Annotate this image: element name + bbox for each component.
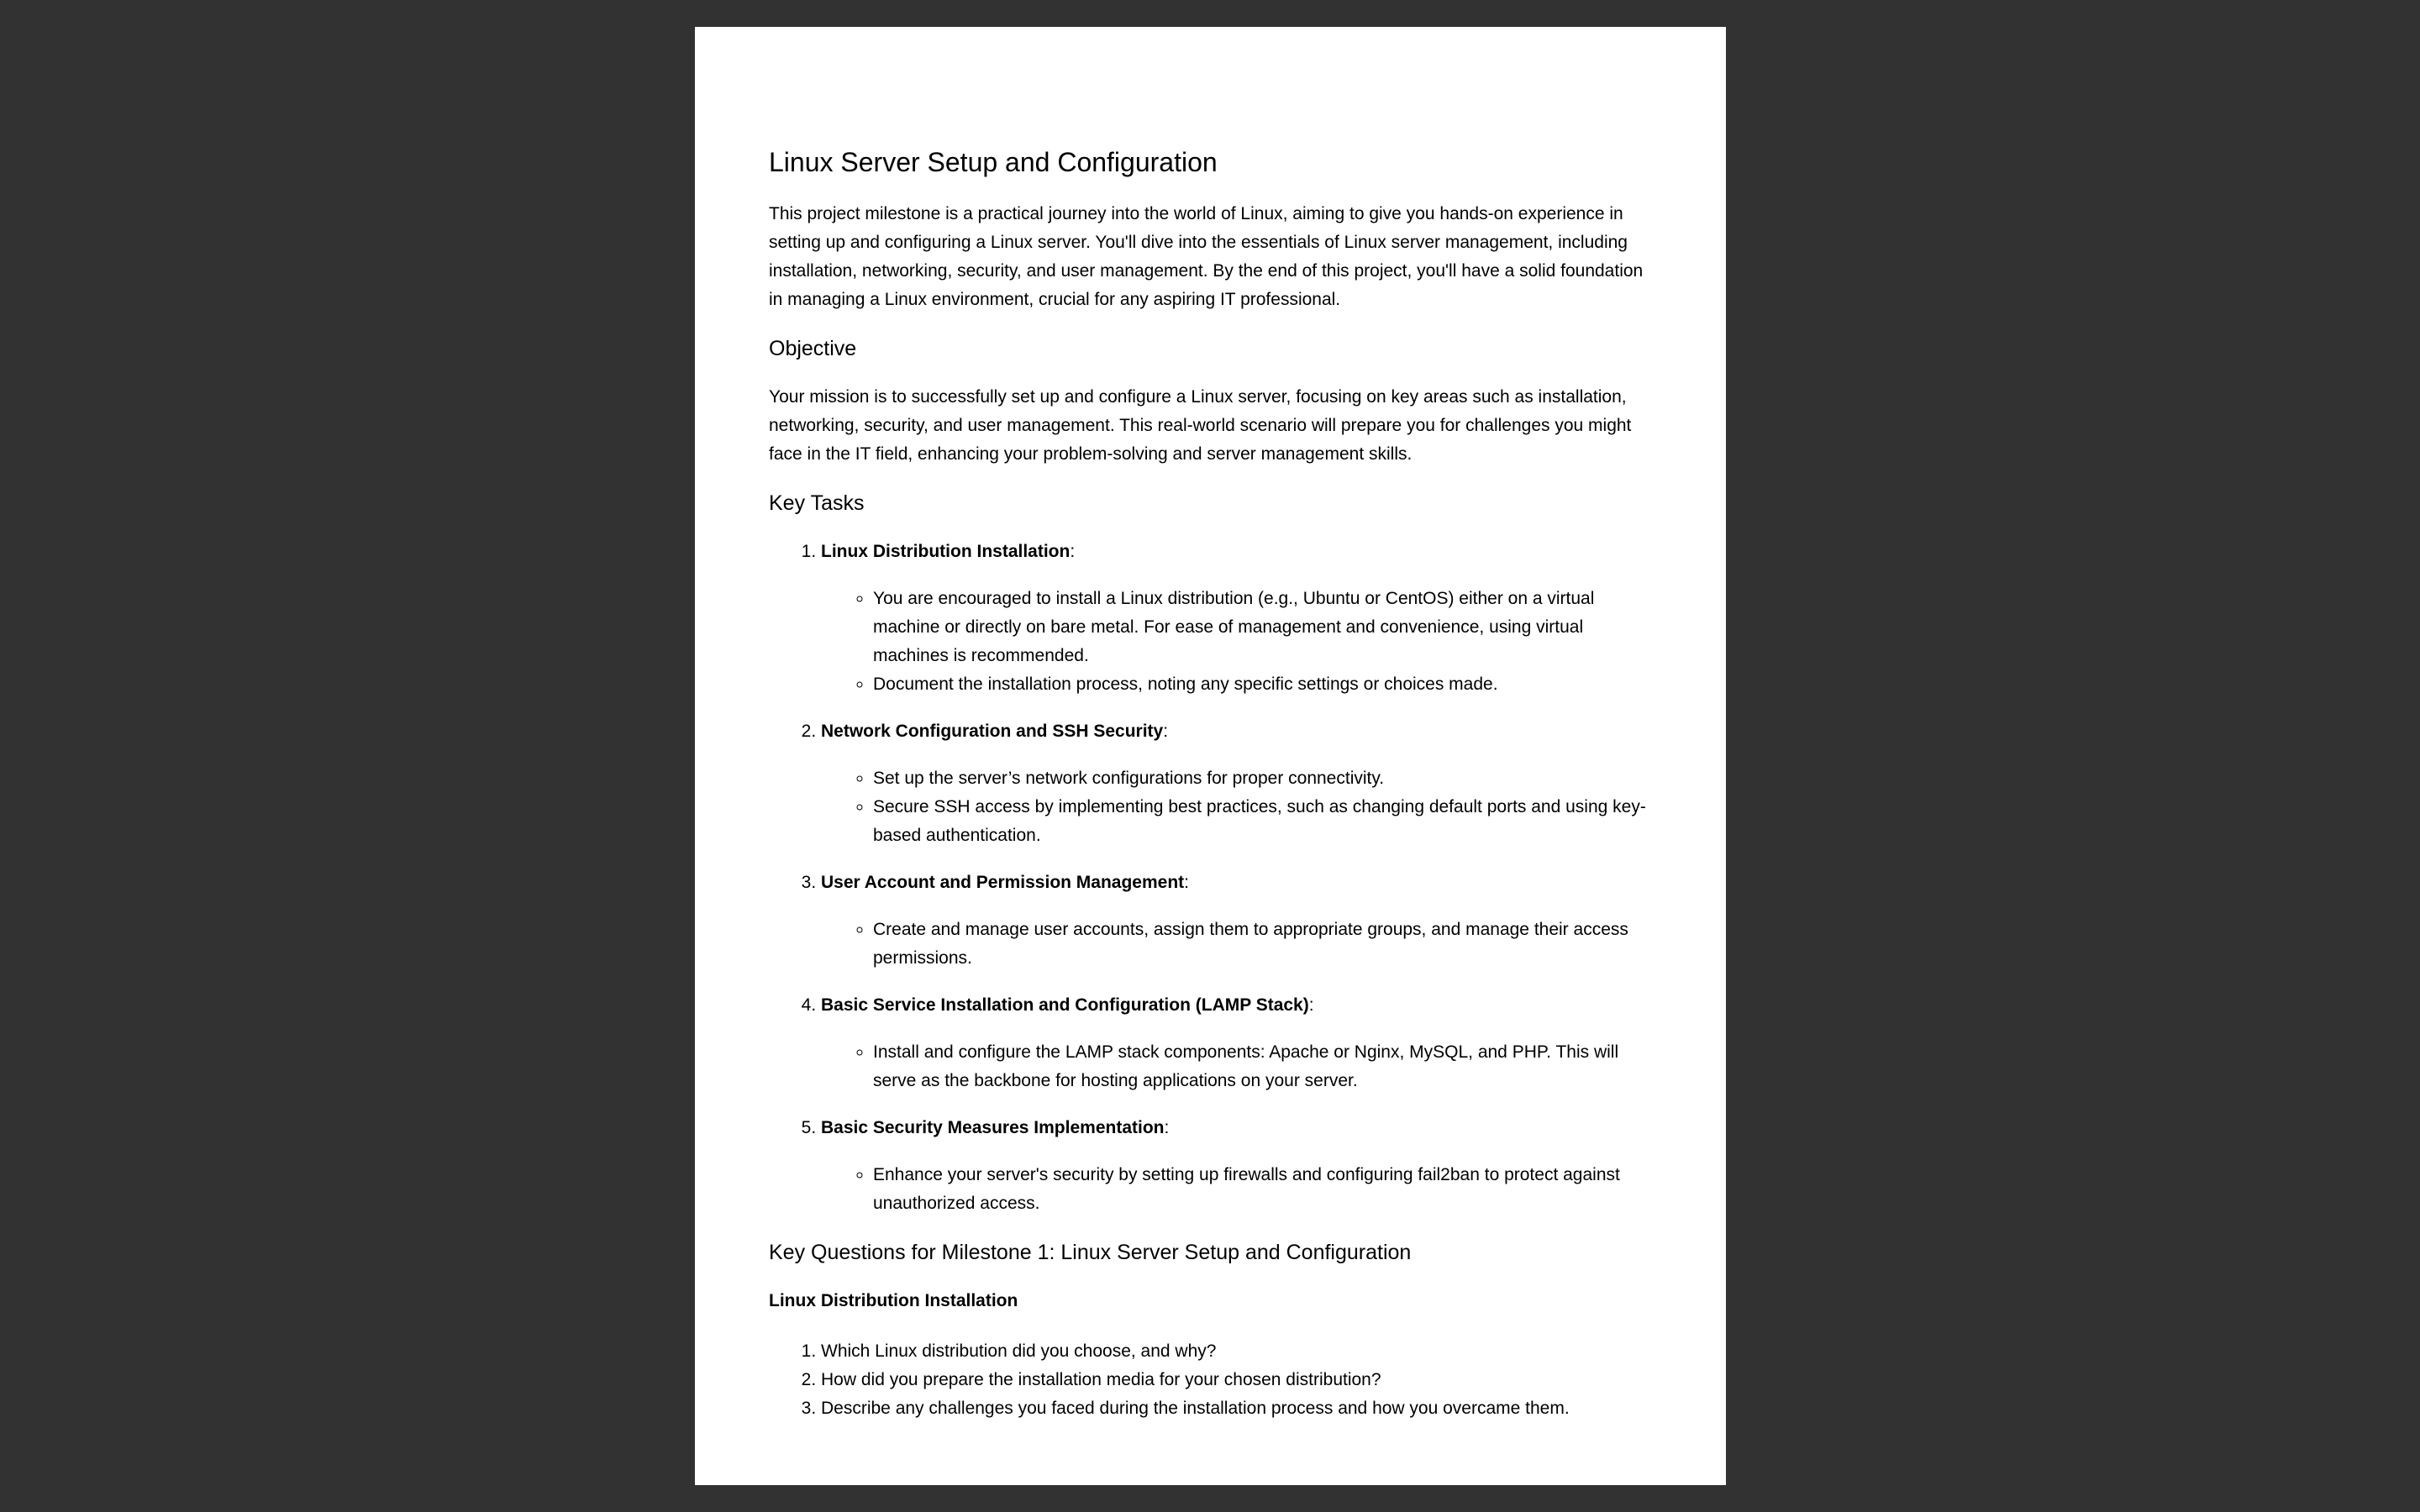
task-title: Basic Service Installation and Configuration (LAMP Stack) [821, 995, 1309, 1016]
task-item [821, 538, 1652, 699]
questions-list [769, 1337, 1652, 1423]
task-heading: 4. Basic Service Installation and Configuration (LAMP Stack): [821, 995, 1314, 1016]
task-item [821, 991, 1652, 1095]
objective-paragraph: Your mission is to successfully set up and configure a Linux server, focusing on key areas such as installation, networking, security, and user management. This real-world scenario will prepare you for challenges you might face in the IT field, enhancing your problem-solving and server management skills. [769, 387, 1632, 465]
key-questions-heading: Key Questions for Milestone 1: Linux Server Setup and Configuration [769, 1241, 1412, 1265]
task-title: Linux Distribution Installation [821, 542, 1071, 562]
document-title: Linux Server Setup and Configuration [769, 147, 1218, 177]
task-heading: 2. Network Configuration and SSH Security: [821, 722, 1169, 742]
task-subitems [821, 1161, 1652, 1218]
intro-paragraph: This project milestone is a practical journey into the world of Linux, aiming to give you hands-on experience in setting up and configuring a Linux server. You'll dive into the essentials of Linux server management, including installation, networking, security, and user management. By the end of this project, you'll have a solid foundation in managing a Linux environment, crucial for any aspiring IT professional. [769, 204, 1644, 310]
task-item [821, 717, 1652, 850]
task-title: Network Configuration and SSH Security [821, 722, 1164, 742]
document-page [695, 27, 1726, 1485]
question-item: 2. How did you prepare the installation media for your chosen distribution? [821, 1366, 1652, 1394]
task-heading: 5. Basic Security Measures Implementation: [821, 1118, 1170, 1138]
task-subitems [821, 1038, 1652, 1095]
task-subitem: ◦ Secure SSH access by implementing best practices, such as changing default ports and using key-based authentication. [873, 793, 1652, 850]
task-subitem: ◦ Install and configure the LAMP stack components: Apache or Nginx, MySQL, and PHP. This will serve as the backbone for hosting applications on your server. [873, 1038, 1652, 1095]
task-heading: 3. User Account and Permission Management: [821, 873, 1190, 893]
objective-heading: Objective [769, 337, 857, 361]
question-item: 1. Which Linux distribution did you choose, and why? [821, 1337, 1652, 1366]
task-subitems [821, 916, 1652, 973]
task-subitem: ◦ You are encouraged to install a Linux distribution (e.g., Ubuntu or CentOS) either on a virtual machine or directly on bare metal. For ease of management and convenience, using virtual machines is recommended. [873, 585, 1652, 670]
task-subitem: ◦ Enhance your server's security by setting up firewalls and configuring fail2ban to protect against unauthorized access. [873, 1161, 1652, 1218]
task-title: User Account and Permission Management [821, 873, 1185, 893]
task-subitems [821, 764, 1652, 850]
task-title: Basic Security Measures Implementation [821, 1118, 1165, 1138]
task-subitem: ◦ Set up the server’s network configurations for proper connectivity. [873, 764, 1652, 793]
task-heading: 1. Linux Distribution Installation: [821, 542, 1076, 562]
question-item: 3. Describe any challenges you faced during the installation process and how you overcame them. [821, 1394, 1652, 1423]
task-item [821, 869, 1652, 973]
task-subitem: ◦ Create and manage user accounts, assign them to appropriate groups, and manage their access permissions. [873, 916, 1652, 973]
task-subitem: ◦ Document the installation process, noting any specific settings or choices made. [873, 670, 1652, 699]
key-tasks-list [769, 538, 1652, 1218]
questions-subheading: Linux Distribution Installation [769, 1291, 1018, 1311]
key-tasks-heading: Key Tasks [769, 491, 865, 516]
task-item [821, 1114, 1652, 1218]
task-subitems [821, 585, 1652, 699]
